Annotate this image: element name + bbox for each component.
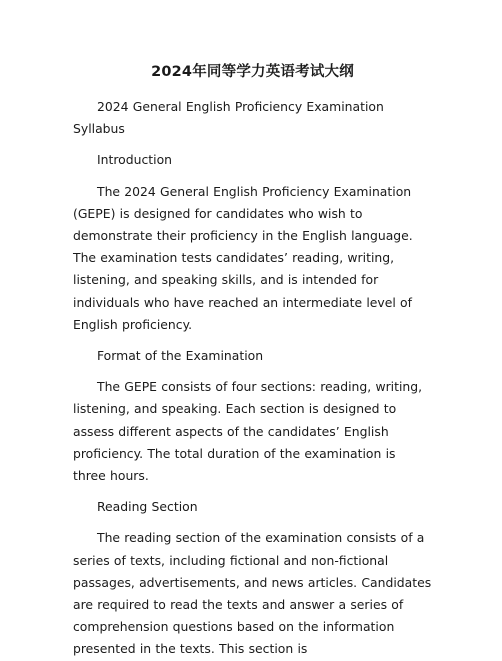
section-body-reading: The reading section of the examination consists of a series of texts, including fictional and non-fictional passages, advertisements, and news articles. Candidates are required to read the texts and answer a series of comprehension questions based on the information presented in the texts. This section is — [73, 530, 432, 657]
section-body-introduction: The 2024 General English Proficiency Examination (GEPE) is designed for candidates who wish to demonstrate their proficiency in the English language. The examination tests candidates’ reading, writing, listening, and speaking skills, and is intended for individuals who have reached an intermediate level of English proficiency. — [73, 183, 413, 332]
document-subtitle: 2024 General English Proficiency Examination Syllabus — [73, 99, 384, 137]
section-body-format: The GEPE consists of four sections: reading, writing, listening, and speaking. Each section is designed to assess different aspects of the candidates’ English proficiency. The total duration of the examination is three hours. — [73, 379, 423, 484]
section-heading-reading: Reading Section — [97, 499, 198, 515]
section-heading-introduction: Introduction — [97, 152, 173, 168]
document-title: 2024年同等学力英语考试大纲 — [151, 64, 354, 80]
section-heading-format: Format of the Examination — [97, 348, 264, 364]
